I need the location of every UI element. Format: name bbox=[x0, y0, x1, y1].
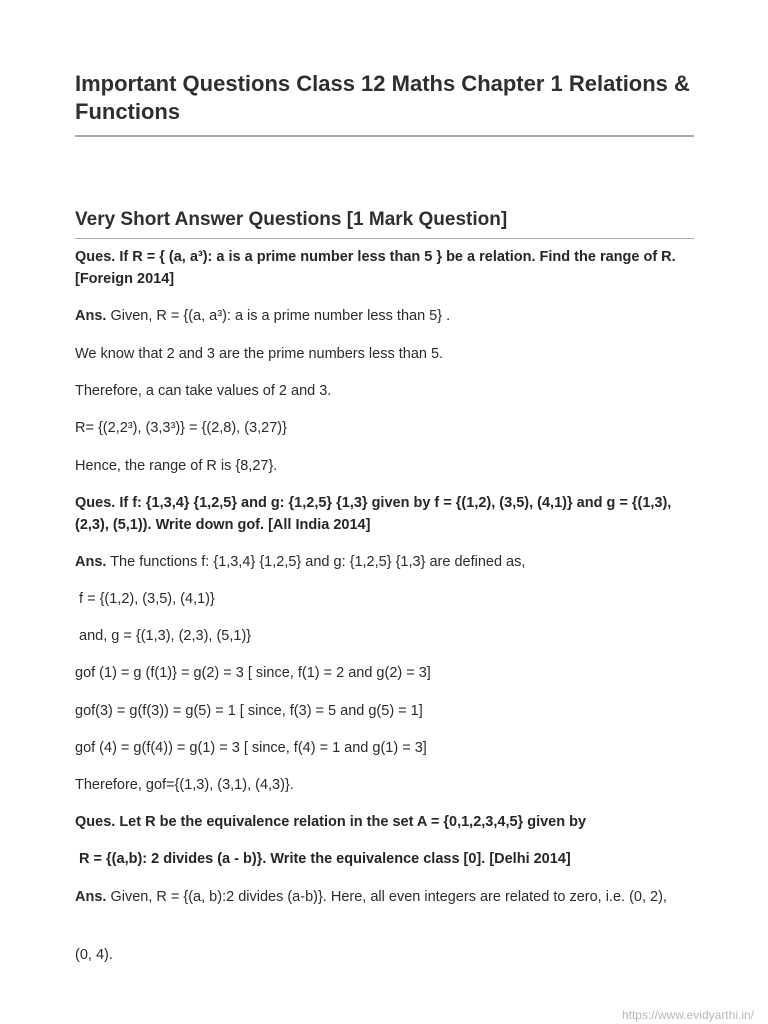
question-2: Ques. If f: {1,3,4} {1,2,5} and g: {1,2,5} {1,3} given by f = {(1,2), (3,5), (4,1)} and g = {(1,3), (2,3), (5,1)). Write down gof. [All India 2014] bbox=[75, 495, 676, 533]
answer-text: The functions f: {1,3,4} {1,2,5} and g: {1,2,5} {1,3} are defined as, bbox=[106, 554, 526, 570]
section-divider bbox=[75, 238, 694, 239]
answer-3 bbox=[75, 886, 695, 908]
answer-label: Ans. bbox=[75, 308, 107, 324]
page-title: Important Questions Class 12 Maths Chapter 1 Relations & Functions bbox=[75, 71, 690, 124]
answer-1-line: Therefore, a can take values of 2 and 3. bbox=[75, 383, 332, 399]
source-url: https://www.evidyarthi.in/ bbox=[621, 1008, 754, 1022]
answer-2-line: and, g = {(1,3), (2,3), (5,1)} bbox=[75, 628, 252, 644]
answer-2-line: gof (1) = g (f(1)} = g(2) = 3 [ since, f(1) = 2 and g(2) = 3] bbox=[75, 665, 431, 681]
answer-2-line: f = {(1,2), (3,5), (4,1)} bbox=[75, 591, 215, 607]
answer-2-line: Therefore, gof={(1,3), (3,1), (4,3)}. bbox=[75, 777, 294, 793]
question-3: Ques. Let R be the equivalence relation in the set A = {0,1,2,3,4,5} given by bbox=[75, 814, 587, 830]
answer-text: Given, R = {(a, b):2 divides (a-b)}. Here, all even integers are related to zero, i.e. (0, 2), bbox=[106, 889, 667, 905]
answer-label: Ans. bbox=[75, 554, 107, 570]
answer-1-line: Hence, the range of R is {8,27}. bbox=[75, 458, 278, 474]
answer-text: Given, R = {(a, a³): a is a prime number less than 5} . bbox=[106, 308, 451, 324]
answer-1-line: R= {(2,2³), (3,3³)} = {(2,8), (3,27)} bbox=[75, 420, 287, 436]
answer-2-line: gof(3) = g(f(3)) = g(5) = 1 [ since, f(3) = 5 and g(5) = 1] bbox=[75, 703, 423, 719]
title-divider bbox=[75, 135, 694, 137]
section-heading: Very Short Answer Questions [1 Mark Question] bbox=[75, 209, 508, 230]
answer-2-line: gof (4) = g(f(4)) = g(1) = 3 [ since, f(4) = 1 and g(1) = 3] bbox=[75, 740, 427, 756]
answer-label: Ans. bbox=[75, 889, 107, 905]
answer-3-line: (0, 4). bbox=[75, 947, 113, 963]
question-1: Ques. If R = { (a, a³): a is a prime number less than 5 } be a relation. Find the range of R.[Foreign 2014] bbox=[75, 249, 676, 287]
answer-1-line: We know that 2 and 3 are the prime numbers less than 5. bbox=[75, 346, 444, 362]
answer-2 bbox=[75, 551, 695, 573]
question-3-continued: R = {(a,b): 2 divides (a - b)}. Write the equivalence class [0]. [Delhi 2014] bbox=[75, 851, 571, 867]
answer-1 bbox=[75, 305, 695, 327]
